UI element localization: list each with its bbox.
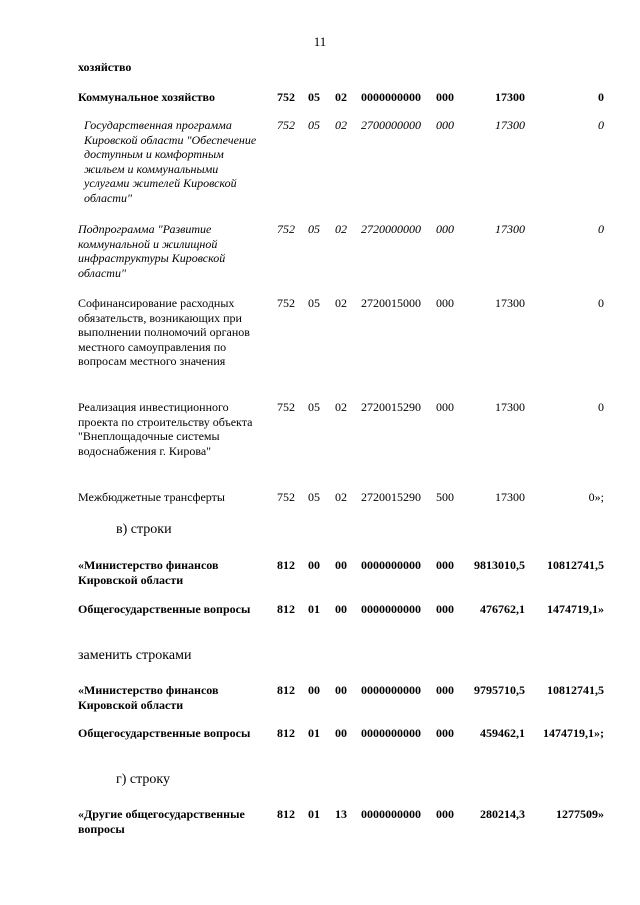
instruction-text: заменить строками [78, 648, 192, 663]
expense-type-code: 000 [436, 726, 454, 740]
amount-1: 17300 [495, 222, 525, 236]
expense-type-code: 000 [436, 400, 454, 414]
subsection-code: 13 [335, 807, 347, 821]
expense-type-code: 000 [436, 558, 454, 572]
section-code: 05 [308, 296, 320, 310]
expense-type-code: 000 [436, 296, 454, 310]
section-code: 05 [308, 400, 320, 414]
subsection-code: 02 [335, 90, 347, 104]
amount-2: 0 [598, 296, 604, 310]
subsection-code: 00 [335, 726, 347, 740]
row-name: Софинансирование расходных обязательств, возникающих при выполнении полномочий органов местного самоуправления по вопросам местного значения [78, 296, 250, 368]
page-number: 11 [313, 34, 327, 49]
amount-2: 10812741,5 [547, 683, 604, 697]
section-code: 00 [308, 558, 320, 572]
admin-code: 752 [277, 222, 295, 236]
amount-1: 17300 [495, 296, 525, 310]
subsection-code: 00 [335, 558, 347, 572]
target-article-code: 0000000000 [361, 558, 421, 572]
section-code: 01 [308, 726, 320, 740]
expense-type-code: 500 [436, 490, 454, 504]
section-code: 05 [308, 490, 320, 504]
target-article-code: 2720000000 [361, 222, 421, 236]
amount-2: 0»; [588, 490, 604, 504]
amount-1: 17300 [495, 400, 525, 414]
subsection-code: 02 [335, 222, 347, 236]
amount-2: 1277509» [556, 807, 604, 821]
amount-2: 10812741,5 [547, 558, 604, 572]
expense-type-code: 000 [436, 90, 454, 104]
expense-type-code: 000 [436, 683, 454, 697]
row-name: Коммунальное хозяйство [78, 90, 215, 104]
row-name: Общегосударственные вопросы [78, 726, 251, 740]
subsection-code: 02 [335, 490, 347, 504]
admin-code: 752 [277, 90, 295, 104]
instruction-text: г) строку [116, 772, 171, 787]
target-article-code: 2720015000 [361, 296, 421, 310]
row-name: «Министерство финансов Кировской области [78, 683, 219, 712]
row-name: «Другие общегосударственные вопросы [78, 807, 245, 836]
target-article-code: 0000000000 [361, 602, 421, 616]
row-name: Реализация инвестиционного проекта по строительству объекта "Внеплощадочные системы водоснабжения г. Кирова" [78, 400, 253, 458]
target-article-code: 0000000000 [361, 726, 421, 740]
target-article-code: 2700000000 [361, 118, 421, 132]
row-name: хозяйство [78, 60, 132, 74]
amount-2: 0 [598, 400, 604, 414]
target-article-code: 2720015290 [361, 400, 421, 414]
admin-code: 752 [277, 296, 295, 310]
subsection-code: 00 [335, 602, 347, 616]
section-code: 01 [308, 602, 320, 616]
admin-code: 812 [277, 807, 295, 821]
target-article-code: 2720015290 [361, 490, 421, 504]
expense-type-code: 000 [436, 602, 454, 616]
target-article-code: 0000000000 [361, 807, 421, 821]
instruction-text: в) строки [116, 522, 172, 537]
subsection-code: 02 [335, 400, 347, 414]
section-code: 05 [308, 118, 320, 132]
amount-1: 17300 [495, 118, 525, 132]
section-code: 05 [308, 222, 320, 236]
row-name: «Министерство финансов Кировской области [78, 558, 219, 587]
amount-1: 459462,1 [480, 726, 525, 740]
admin-code: 812 [277, 602, 295, 616]
amount-2: 0 [598, 118, 604, 132]
section-code: 00 [308, 683, 320, 697]
row-name: Межбюджетные трансферты [78, 490, 225, 504]
admin-code: 812 [277, 683, 295, 697]
amount-2: 0 [598, 222, 604, 236]
admin-code: 812 [277, 726, 295, 740]
admin-code: 752 [277, 118, 295, 132]
amount-1: 476762,1 [480, 602, 525, 616]
amount-2: 1474719,1» [547, 602, 604, 616]
amount-2: 1474719,1»; [543, 726, 604, 740]
section-code: 01 [308, 807, 320, 821]
admin-code: 752 [277, 490, 295, 504]
admin-code: 752 [277, 400, 295, 414]
amount-2: 0 [598, 90, 604, 104]
subsection-code: 00 [335, 683, 347, 697]
row-name: Общегосударственные вопросы [78, 602, 251, 616]
amount-1: 280214,3 [480, 807, 525, 821]
subsection-code: 02 [335, 296, 347, 310]
section-code: 05 [308, 90, 320, 104]
expense-type-code: 000 [436, 222, 454, 236]
target-article-code: 0000000000 [361, 683, 421, 697]
admin-code: 812 [277, 558, 295, 572]
row-name: Подпрограмма "Развитие коммунальной и жилищной инфраструктуры Кировской области" [78, 222, 226, 280]
amount-1: 9795710,5 [474, 683, 525, 697]
amount-1: 17300 [495, 90, 525, 104]
amount-1: 17300 [495, 490, 525, 504]
amount-1: 9813010,5 [474, 558, 525, 572]
subsection-code: 02 [335, 118, 347, 132]
expense-type-code: 000 [436, 118, 454, 132]
expense-type-code: 000 [436, 807, 454, 821]
target-article-code: 0000000000 [361, 90, 421, 104]
row-name: Государственная программа Кировской области "Обеспечение доступным и комфортным жильем и коммунальными услугами жителей Кировской области" [84, 118, 257, 205]
